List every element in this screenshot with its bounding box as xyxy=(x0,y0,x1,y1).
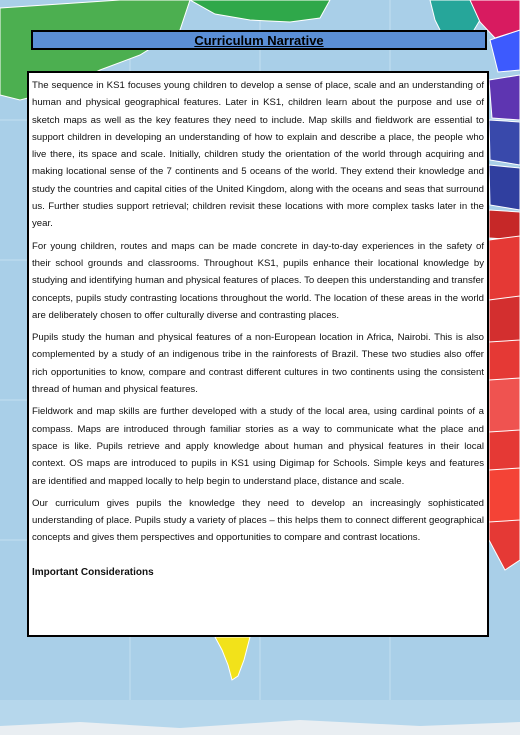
paragraph: Pupils study the human and physical features of a non-European location in Africa, Nairobi. This is also complemented by a study of an indigenous tribe in the rainforests of Brazil. These two studies also offer rich opportunities to know, compare and contrast different cultures in two continents using the consistent thread of human and physical features. xyxy=(32,332,484,396)
page-title: Curriculum Narrative xyxy=(194,33,324,48)
title-bar xyxy=(31,30,487,50)
paragraph: For young children, routes and maps can be made concrete in day-to-day experiences in the safety of their school grounds and classrooms. Throughout KS1, pupils enhance their locational knowledge by studying and identifying human and physical features of places. To deepen this understanding and transfer concepts, pupils study contrasting locations throughout the world. The location of these areas in the world are deliberately chosen to offer culturally diverse and contrasting places. xyxy=(32,240,484,321)
paragraph: Our curriculum gives pupils the knowledge they need to develop an increasingly sophisticated understanding of place. Pupils study a variety of places – this helps them to connect different geographical concepts and gives them perspectives and opportunities to compare and contrast locations. xyxy=(32,497,484,544)
narrative-text-box xyxy=(27,71,489,637)
paragraph: The sequence in KS1 focuses young children to develop a sense of place, scale and an understanding of human and physical geographical features. Later in KS1, children learn about the purpose and use of sketch maps as well as the key features they need to include. Map skills and fieldwork are essential to support children in developing an understanding of how to explain and describe a place, the people who live there, its space and scale. Initially, children study the orientation of the world through acquiring and making locational sense of the 7 continents and 5 oceans of the world. They extend their knowledge and study the countries and capital cities of the United Kingdom, along with the oceans and seas that surround us. Further studies support retrieval; children revisit these locations with more complex tasks later in the year. xyxy=(32,80,484,230)
paragraph: Fieldwork and map skills are further developed with a study of the local area, using cardinal points of a compass. Maps are introduced through familiar stories as a way to communicate what the place and space is like. Pupils retrieve and apply knowledge about human and physical features in their local context. OS maps are introduced to pupils in KS1 using Digimap for Schools. Simple keys and features are identified and mapped locally to help begin to understand place, distance and scale. xyxy=(32,406,484,487)
section-heading: Important Considerations xyxy=(32,566,154,578)
